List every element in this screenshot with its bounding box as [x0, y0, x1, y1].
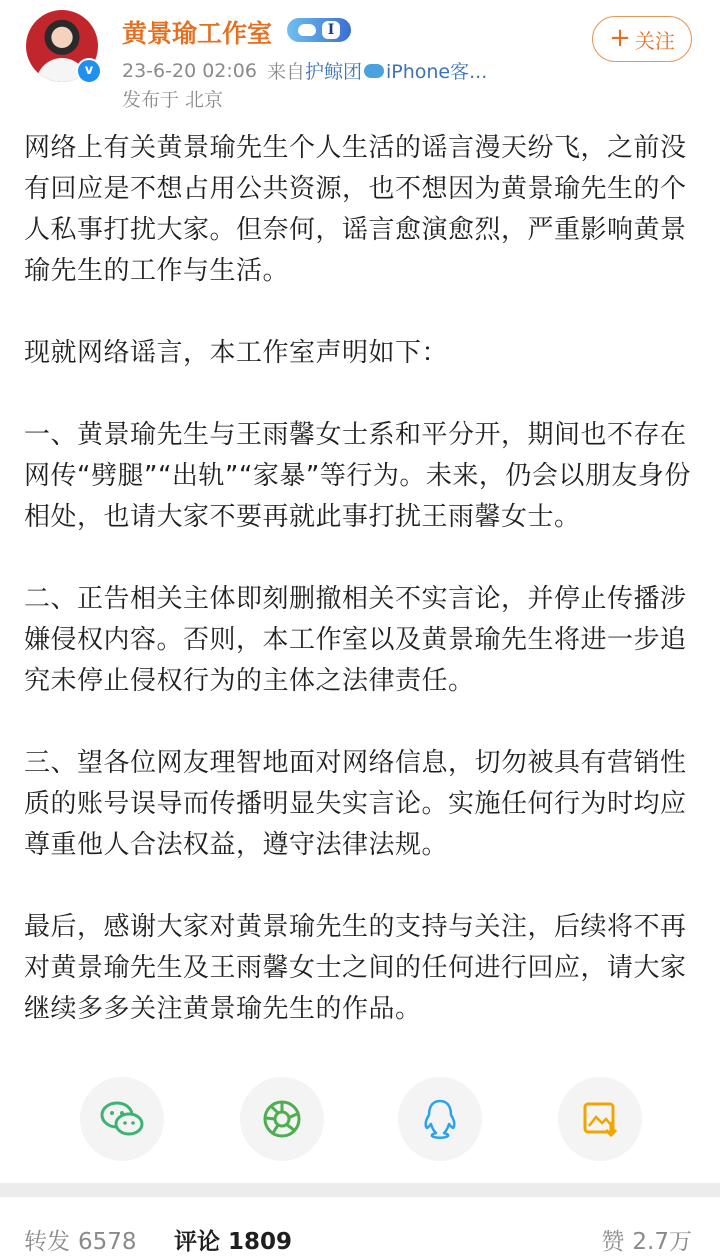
- save-image-icon: [581, 1100, 619, 1138]
- repost-tab[interactable]: [24, 1223, 137, 1256]
- level-numeral: I: [322, 21, 341, 39]
- post-location: 发布于 北京: [122, 89, 224, 111]
- paragraph-intro: 网络上有关黄景瑜先生个人生活的谣言漫天纷飞，之前没有回应是不想占用公共资源，也不想因为黄景瑜先生的个人私事打扰大家。但奈何，谣言愈演愈烈，严重影响黄景瑜先生的工作与生活。: [24, 133, 687, 286]
- comment-count: 1809: [228, 1229, 293, 1255]
- moments-icon: [261, 1098, 303, 1140]
- like-label: 赞: [601, 1229, 625, 1255]
- verified-badge-icon: v: [76, 58, 102, 84]
- author-name[interactable]: 黄景瑜工作室: [122, 19, 273, 48]
- paragraph-point-3: 三、望各位网友理智地面对网络信息，切勿被具有营销性质的账号误导而传播明显失实言论。实施任何行为时均应尊重他人合法权益，遵守法律法规。: [24, 748, 687, 860]
- follow-button[interactable]: [592, 16, 692, 62]
- post-date: 23-6-20 02:06: [122, 59, 257, 82]
- source-prefix: 来自: [266, 61, 305, 83]
- member-level-badge[interactable]: [287, 18, 351, 42]
- post-header: [0, 0, 720, 118]
- share-moments-button[interactable]: [240, 1077, 324, 1161]
- whale-cloud-icon: [364, 64, 384, 78]
- comment-tab[interactable]: [174, 1223, 292, 1256]
- post-meta: [122, 57, 487, 84]
- post-source: [267, 57, 487, 84]
- section-divider: [0, 1183, 720, 1197]
- whale-icon: [298, 24, 316, 36]
- paragraph-declaration: 现就网络谣言，本工作室声明如下：: [24, 338, 449, 368]
- repost-label: 转发: [24, 1229, 70, 1255]
- plus-icon: +: [609, 23, 631, 53]
- share-wechat-button[interactable]: [80, 1077, 164, 1161]
- paragraph-point-1: 一、黄景瑜先生与王雨馨女士系和平分开，期间也不存在网传“劈腿”“出轨”“家暴”等行为。未来，仍会以朋友身份相处，也请大家不要再就此事打扰王雨馨女士。: [24, 420, 691, 532]
- like-count: 2.7万: [632, 1229, 692, 1255]
- like-tab[interactable]: [601, 1223, 692, 1256]
- qq-icon: [422, 1098, 458, 1140]
- repost-count: 6578: [78, 1229, 137, 1255]
- source-name[interactable]: 护鲸团: [304, 61, 362, 83]
- source-device[interactable]: iPhone客...: [385, 61, 488, 83]
- post-stats-bar: [0, 1197, 720, 1258]
- comment-label: 评论: [174, 1229, 220, 1255]
- follow-label: 关注: [634, 28, 675, 53]
- paragraph-closing: 最后，感谢大家对黄景瑜先生的支持与关注，后续将不再对黄景瑜先生及王雨馨女士之间的任何进行回应，请大家继续多多关注黄景瑜先生的作品。: [24, 912, 687, 1024]
- post-body: [24, 128, 696, 1030]
- share-qq-button[interactable]: [398, 1077, 482, 1161]
- wechat-icon: [99, 1099, 145, 1139]
- save-image-button[interactable]: [558, 1077, 642, 1161]
- share-bar: [0, 1077, 720, 1163]
- paragraph-point-2: 二、正告相关主体即刻删撤相关不实言论，并停止传播涉嫌侵权内容。否则，本工作室以及黄景瑜先生将进一步追究未停止侵权行为的主体之法律责任。: [24, 584, 687, 696]
